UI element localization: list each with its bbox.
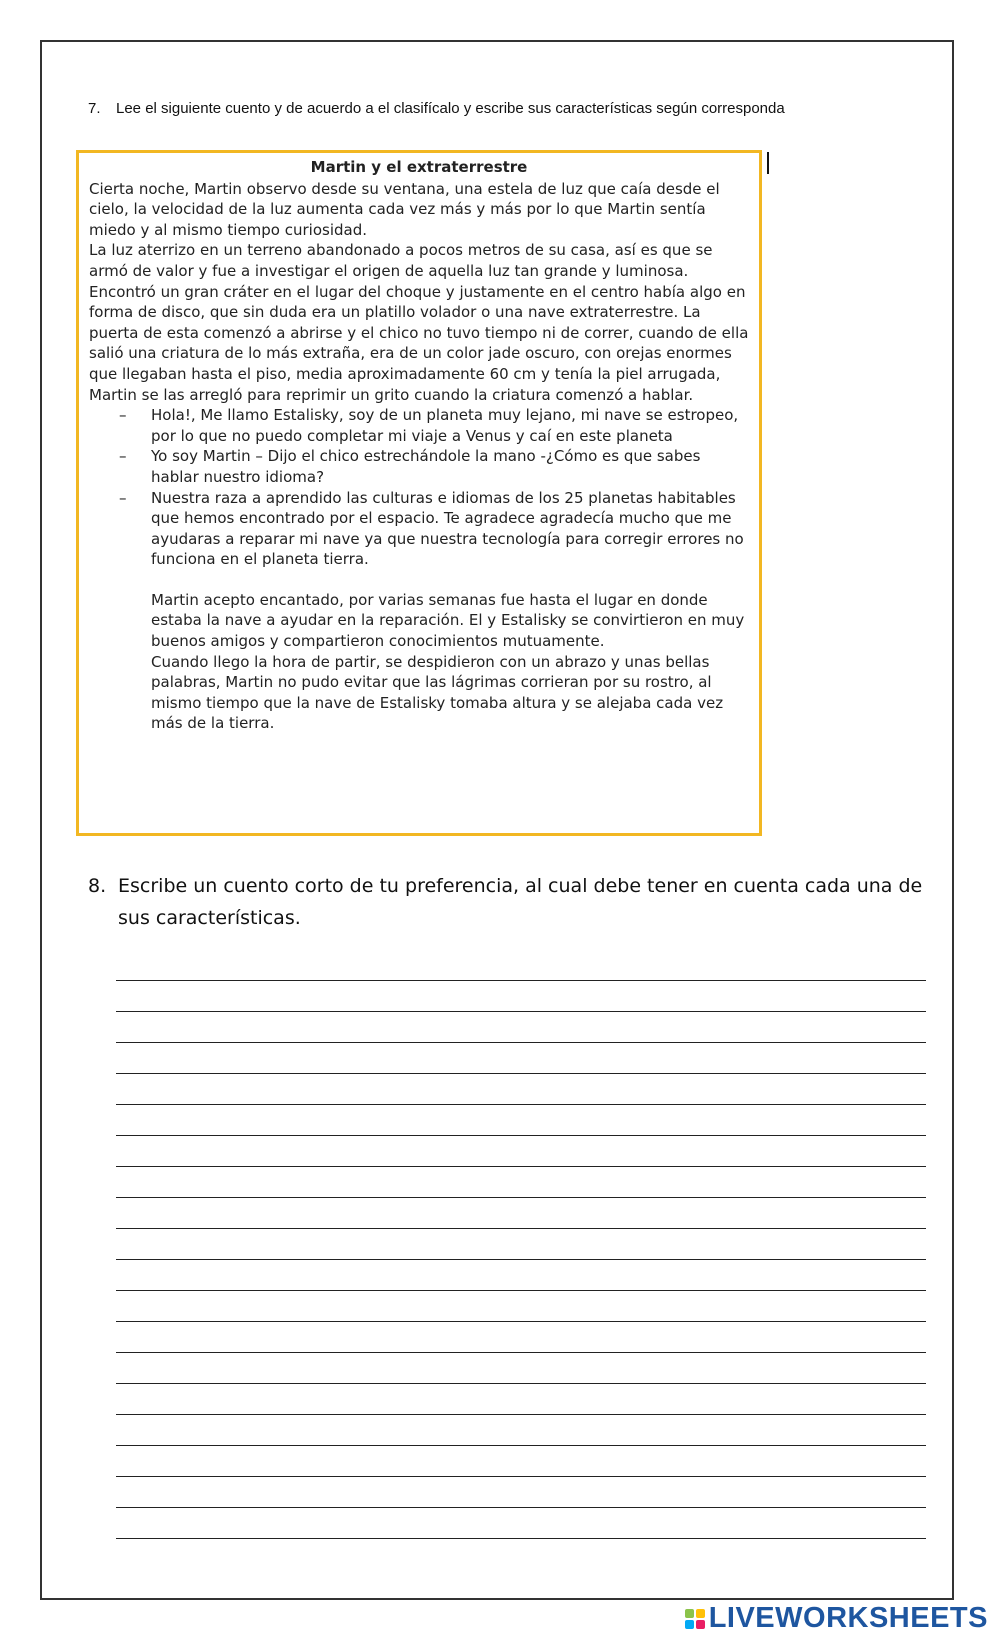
logo-square: [685, 1609, 694, 1618]
answer-line[interactable]: [116, 1136, 926, 1167]
question-7-number: 7.: [88, 100, 101, 117]
question-8: [88, 870, 928, 934]
answer-line[interactable]: [116, 1353, 926, 1384]
story-paragraph: Cierta noche, Martin observo desde su ventana, una estela de luz que caía desde el cielo, la velocidad de la luz aumenta cada vez más y más por lo que Martin sentía miedo y al mismo tiempo curiosidad.: [89, 179, 720, 239]
question-7: [88, 100, 785, 117]
dialogue-list: [89, 405, 749, 570]
story-closing-paragraph: Cuando llego la hora de partir, se despidieron con un abrazo y unas bellas palabras, Martin no pudo evitar que las lágrimas corrieran por su rostro, al mismo tiempo que la nave de Estalisky tomaba altura y se alejaba cada vez más de la tierra.: [151, 652, 724, 733]
answer-line[interactable]: [116, 1167, 926, 1198]
answer-line[interactable]: [116, 1198, 926, 1229]
answer-line[interactable]: [116, 1508, 926, 1539]
answer-lines[interactable]: [116, 950, 926, 1539]
story-paragraph: La luz aterrizo en un terreno abandonado a pocos metros de su casa, así es que se armó de valor y fue a investigar el origen de aquella luz tan grande y luminosa.: [89, 241, 713, 280]
story-title: Martin y el extraterrestre: [310, 158, 528, 176]
question-8-number: 8.: [88, 875, 107, 897]
answer-line[interactable]: [116, 1074, 926, 1105]
question-7-text: Lee el siguiente cuento y de acuerdo a el clasifícalo y escribe sus características según corresponda: [116, 100, 785, 117]
question-8-text: Escribe un cuento corto de tu preferencia, al cual debe tener en cuenta cada una de sus características.: [118, 875, 923, 929]
story-box: [76, 150, 762, 836]
answer-line[interactable]: [116, 1260, 926, 1291]
logo-square: [696, 1609, 705, 1618]
brand-name: LIVEWORKSHEETS: [708, 1602, 988, 1634]
logo-square: [685, 1620, 694, 1629]
text-cursor-mark: [767, 152, 769, 174]
answer-line[interactable]: [116, 1043, 926, 1074]
answer-line[interactable]: [116, 1477, 926, 1508]
answer-line[interactable]: [116, 1322, 926, 1353]
answer-line[interactable]: [116, 1012, 926, 1043]
liveworksheets-logo-icon: [685, 1609, 705, 1629]
logo-square: [696, 1620, 705, 1629]
answer-line[interactable]: [116, 1415, 926, 1446]
answer-line[interactable]: [116, 1384, 926, 1415]
answer-line[interactable]: [116, 1229, 926, 1260]
dialogue-item: – Yo soy Martin – Dijo el chico estrechándole la mano -¿Cómo es que sabes hablar nuestro idioma?: [89, 446, 749, 487]
answer-line[interactable]: [116, 950, 926, 981]
answer-line[interactable]: [116, 1291, 926, 1322]
dialogue-item: – Nuestra raza a aprendido las culturas e idiomas de los 25 planetas habitables que hemos encontrado por el espacio. Te agradece agradecía mucho que me ayudaras a reparar mi nave ya que nuestra tecnología para corregir errores no funciona en el planeta tierra.: [89, 488, 749, 570]
answer-line[interactable]: [116, 1105, 926, 1136]
answer-line[interactable]: [116, 1446, 926, 1477]
story-closing-paragraph: Martin acepto encantado, por varias semanas fue hasta el lugar en donde estaba la nave a ayudar en la reparación. El y Estalisky se convirtieron en muy buenos amigos y compartieron conocimientos mutuamente.: [151, 590, 745, 651]
story-paragraph: Encontró un gran cráter en el lugar del choque y justamente en el centro había algo en forma de disco, que sin duda era un platillo volador o una nave extraterrestre. La puerta de esta comenzó a abrirse y el chico no tuvo tiempo ni de correr, cuando de ella salió una criatura de lo más extraña, era de un color jade oscuro, con orejas enormes que llegaban hasta el piso, media aproximadamente 60 cm y tenía la piel arrugada, Martin se las arregló para reprimir un grito cuando la criatura comenzó a hablar.: [89, 282, 749, 404]
liveworksheets-brand: [685, 1602, 988, 1635]
dialogue-item: – Hola!, Me llamo Estalisky, soy de un planeta muy lejano, mi nave se estropeo, por lo que no puedo completar mi viaje a Venus y caí en este planeta: [89, 405, 749, 446]
answer-line[interactable]: [116, 981, 926, 1012]
